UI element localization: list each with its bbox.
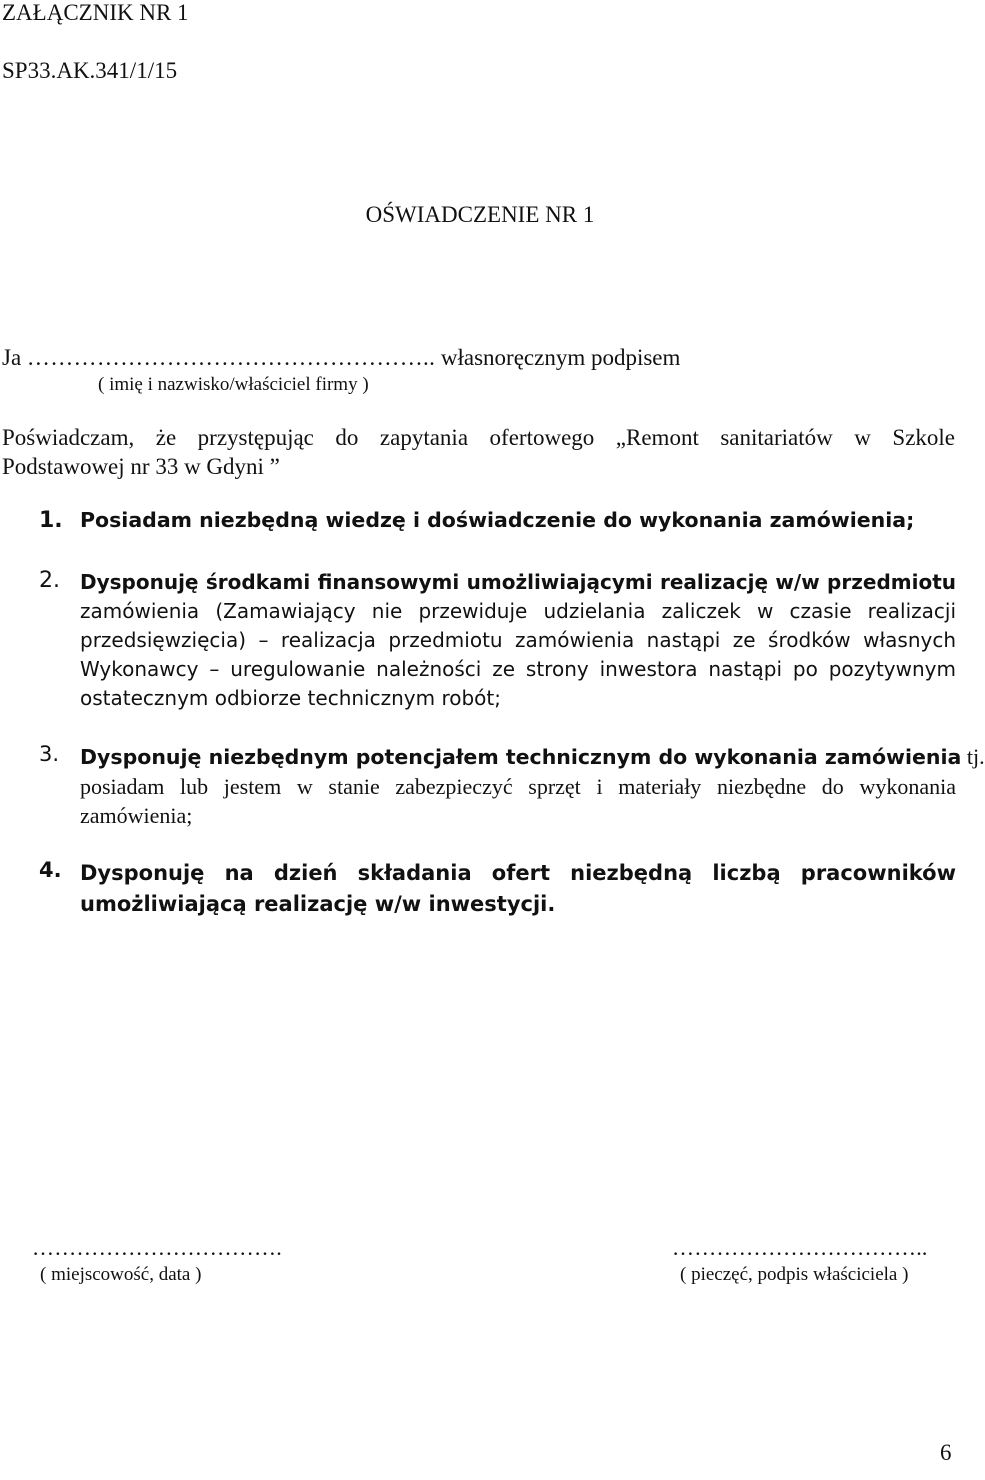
intro-line: Poświadczam, że przystępując do zapytania ofertowego „Remont sanitariatów w Szkole bbox=[2, 425, 955, 450]
list-item-line: Dysponuję na dzień składania ofert niezbędną liczbą pracowników bbox=[80, 861, 956, 885]
list-item-bold-text: Dysponuję niezbędnym potencjałem technicznym do wykonania zamówienia bbox=[80, 745, 962, 769]
list-item-number: 1. bbox=[39, 508, 63, 533]
list-item-body bbox=[80, 568, 956, 713]
list-item-line: zamówienia (Zamawiający nie przewiduje udzielania zaliczek w czasie realizacji bbox=[80, 599, 956, 623]
list-item-line: umożliwiającą realizację w/w inwestycji. bbox=[80, 892, 556, 916]
list-item-line: zamówienia; bbox=[80, 803, 193, 828]
list-item-number: 3. bbox=[39, 742, 60, 766]
declarant-prefix: Ja bbox=[2, 345, 22, 370]
list-item-line: Dysponuję środkami finansowymi umożliwiającymi realizację w/w przedmiotu bbox=[80, 570, 956, 594]
declarant-name-field: …………………………………………….. bbox=[26, 345, 436, 370]
list-item-line: Wykonawcy – uregulowanie należności ze strony inwestora nastąpi po pozytywnym bbox=[80, 657, 956, 681]
reference-number: SP33.AK.341/1/15 bbox=[2, 58, 178, 83]
intro-line: Podstawowej nr 33 w Gdyni ” bbox=[2, 454, 280, 479]
list-item-body bbox=[80, 858, 956, 920]
list-item-number: 2. bbox=[39, 568, 60, 593]
list-item-line: ostatecznym odbiorze technicznym robót; bbox=[80, 686, 501, 710]
declarant-suffix: własnoręcznym podpisem bbox=[440, 345, 681, 370]
list-item-body bbox=[80, 742, 985, 830]
stamp-signature-field: …………………………….. bbox=[672, 1235, 928, 1260]
stamp-signature-caption: ( pieczęć, podpis właściciela ) bbox=[680, 1264, 909, 1285]
list-item-line: posiadam lub jestem w stanie zabezpieczyć sprzęt i materiały niezbędne do wykonania bbox=[80, 774, 956, 799]
list-item-line: przedsięwzięcia) – realizacja przedmiotu zamówienia nastąpi ze środków własnych bbox=[80, 628, 956, 652]
page-number: 6 bbox=[940, 1440, 952, 1465]
list-item-number: 4. bbox=[39, 858, 62, 882]
intro-paragraph bbox=[2, 423, 955, 481]
declarant-caption: ( imię i nazwisko/właściciel firmy ) bbox=[98, 374, 369, 395]
place-date-caption: ( miejscowość, data ) bbox=[40, 1264, 202, 1285]
document-title: OŚWIADCZENIE NR 1 bbox=[365, 202, 595, 227]
place-date-field: ……………………………. bbox=[32, 1235, 282, 1260]
list-item-tail-text: tj. bbox=[961, 744, 985, 769]
declarant-line bbox=[2, 345, 680, 371]
list-item-text: Posiadam niezbędną wiedzę i doświadczenie do wykonania zamówienia; bbox=[80, 508, 915, 532]
annex-label: ZAŁĄCZNIK NR 1 bbox=[2, 0, 189, 25]
list-item-line bbox=[80, 742, 985, 772]
